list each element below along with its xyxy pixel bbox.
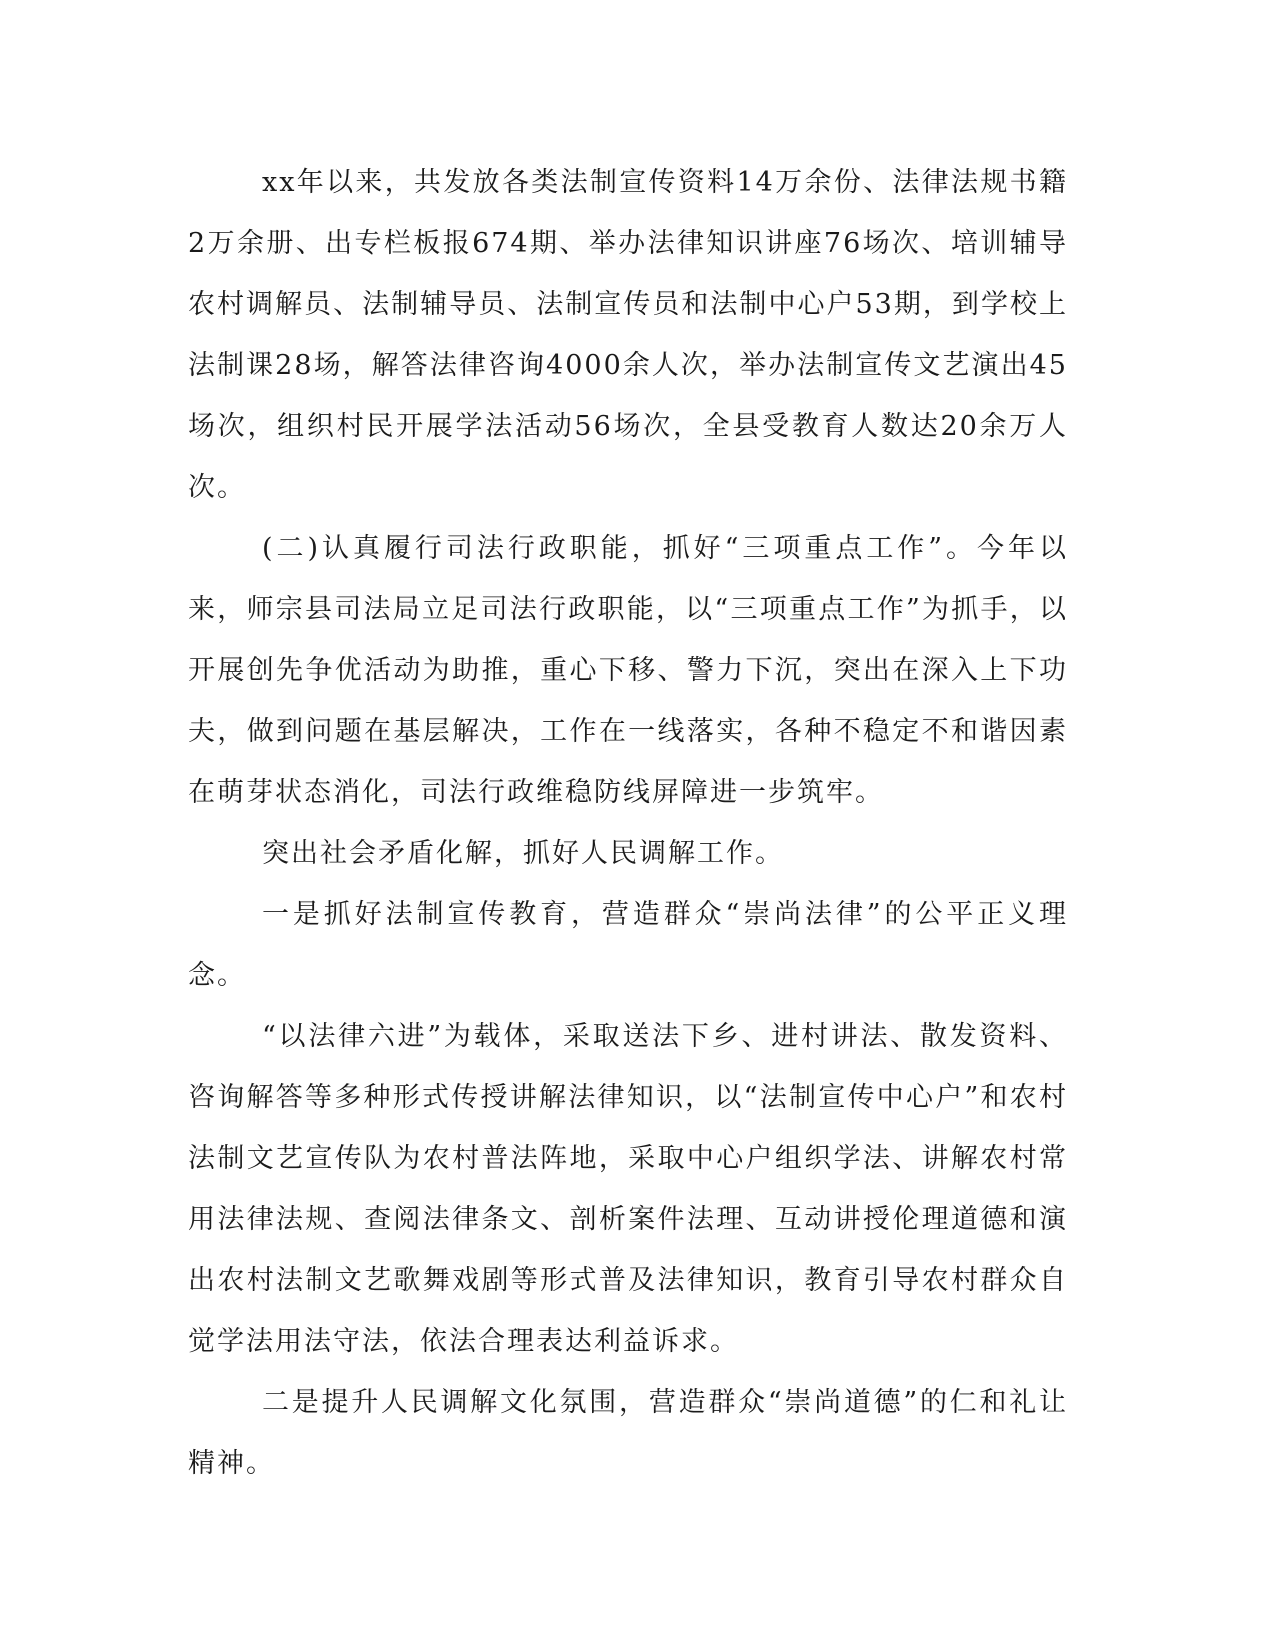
- document-body: [188, 152, 1068, 1494]
- paragraph-point-two: 二是提升人民调解文化氛围，营造群众“崇尚道德”的仁和礼让精神。: [188, 1387, 1068, 1479]
- paragraph-statistics: xx年以来，共发放各类法制宣传资料14万余份、法律法规书籍2万余册、出专栏板报674期、举办法律知识讲座76场次、培训辅导农村调解员、法制辅导员、法制宣传员和法制中心户53期，到学校上法制课28场，解答法律咨询4000余人次，举办法制宣传文艺演出45场次，组织村民开展学法活动56场次，全县受教育人数达20余万人次。: [188, 167, 1068, 503]
- paragraph-point-one: 一是抓好法制宣传教育，营造群众“崇尚法律”的公平正义理念。: [188, 899, 1068, 991]
- paragraph-six-entries: “以法律六进”为载体，采取送法下乡、进村讲法、散发资料、咨询解答等多种形式传授讲解法律知识，以“法制宣传中心户”和农村法制文艺宣传队为农村普法阵地，采取中心户组织学法、讲解农村常用法律法规、查阅法律条文、剖析案件法理、互动讲授伦理道德和演出农村法制文艺歌舞戏剧等形式普及法律知识，教育引导农村群众自觉学法用法守法，依法合理表达利益诉求。: [188, 1021, 1068, 1357]
- paragraph-section-two: (二)认真履行司法行政职能，抓好“三项重点工作”。今年以来，师宗县司法局立足司法行政职能，以“三项重点工作”为抓手，以开展创先争优活动为助推，重心下移、警力下沉，突出在深入上下功夫，做到问题在基层解决，工作在一线落实，各种不稳定不和谐因素在萌芽状态消化，司法行政维稳防线屏障进一步筑牢。: [188, 533, 1068, 808]
- paragraph-mediation-heading: 突出社会矛盾化解，抓好人民调解工作。: [262, 838, 784, 869]
